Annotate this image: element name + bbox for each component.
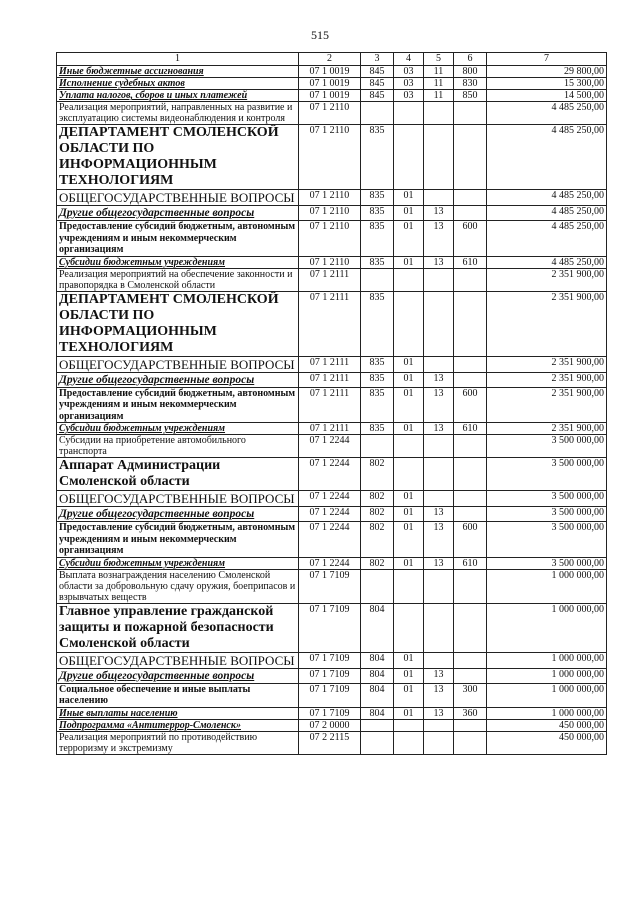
program-code-cell: 07 1 2110 [299,125,361,190]
expense-type-code-cell: 600 [454,221,487,257]
amount-cell: 1 000 000,00 [487,569,607,603]
section-code-cell: 01 [394,423,424,435]
section-code-cell [394,435,424,458]
table-row [57,256,607,268]
expense-type-code-cell [454,652,487,668]
row-name-cell: Аппарат Администрации Смоленской области [57,458,299,491]
subsection-code-cell: 13 [424,372,454,387]
program-code-cell: 07 1 2110 [299,221,361,257]
column-header: 2 [299,53,361,66]
department-code-cell: 835 [361,190,394,206]
program-code-cell: 07 1 7109 [299,707,361,719]
department-code-cell: 802 [361,458,394,491]
subsection-code-cell: 13 [424,522,454,558]
program-code-cell: 07 1 2244 [299,458,361,491]
amount-cell: 2 351 900,00 [487,356,607,372]
subsection-code-cell [424,603,454,652]
subsection-code-cell [424,491,454,507]
amount-cell: 1 000 000,00 [487,683,607,707]
expense-type-code-cell [454,268,487,291]
section-code-cell [394,268,424,291]
expense-type-code-cell [454,291,487,356]
row-name-cell: ОБЩЕГОСУДАРСТВЕННЫЕ ВОПРОСЫ [57,652,299,668]
expense-type-code-cell [454,731,487,754]
expense-type-code-cell: 610 [454,423,487,435]
subsection-code-cell: 13 [424,557,454,569]
page-number: 515 [311,28,329,42]
department-code-cell: 804 [361,683,394,707]
section-code-cell: 01 [394,557,424,569]
table-row [57,435,607,458]
department-code-cell: 835 [361,291,394,356]
subsection-code-cell [424,102,454,125]
department-code-cell: 804 [361,652,394,668]
row-name-cell: Субсидии бюджетным учреждениям [57,557,299,569]
expense-type-code-cell: 610 [454,557,487,569]
table-row [57,557,607,569]
expense-type-code-cell [454,206,487,221]
row-name-cell: Предоставление субсидий бюджетным, автономным учреждениям и иным некоммерческим организациям [57,387,299,423]
amount-cell: 29 800,00 [487,66,607,78]
row-name-cell: Субсидии бюджетным учреждениям [57,423,299,435]
row-name-cell: Предоставление субсидий бюджетным, автономным учреждениям и иным некоммерческим организациям [57,522,299,558]
column-header: 4 [394,53,424,66]
amount-cell: 2 351 900,00 [487,387,607,423]
department-code-cell [361,268,394,291]
table-row [57,719,607,731]
row-name-cell: ДЕПАРТАМЕНТ СМОЛЕНСКОЙ ОБЛАСТИ ПО ИНФОРМАЦИОННЫМ ТЕХНОЛОГИЯМ [57,125,299,190]
program-code-cell: 07 1 2244 [299,491,361,507]
subsection-code-cell: 13 [424,221,454,257]
subsection-code-cell: 13 [424,683,454,707]
section-code-cell: 01 [394,190,424,206]
row-name-cell: Главное управление гражданской защиты и пожарной безопасности Смоленской области [57,603,299,652]
table-row [57,206,607,221]
department-code-cell: 802 [361,507,394,522]
row-name-cell: Предоставление субсидий бюджетным, автономным учреждениям и иным некоммерческим организациям [57,221,299,257]
row-name-cell: Другие общегосударственные вопросы [57,668,299,683]
row-name-cell: Уплата налогов, сборов и иных платежей [57,90,299,102]
department-code-cell: 835 [361,206,394,221]
expense-type-code-cell [454,507,487,522]
expense-type-code-cell [454,668,487,683]
department-code-cell [361,102,394,125]
row-name-cell: Реализация мероприятий на обеспечение законности и правопорядка в Смоленской области [57,268,299,291]
subsection-code-cell [424,652,454,668]
expense-type-code-cell: 800 [454,66,487,78]
section-code-cell: 01 [394,652,424,668]
section-code-cell [394,731,424,754]
section-code-cell [394,291,424,356]
program-code-cell: 07 1 0019 [299,90,361,102]
subsection-code-cell [424,719,454,731]
expense-type-code-cell [454,458,487,491]
section-code-cell [394,719,424,731]
row-name-cell: ОБЩЕГОСУДАРСТВЕННЫЕ ВОПРОСЫ [57,356,299,372]
table-row [57,66,607,78]
department-code-cell: 845 [361,90,394,102]
row-name-cell: Выплата вознаграждения населению Смоленской области за добровольную сдачу оружия, боеприпасов и взрывчатых веществ [57,569,299,603]
amount-cell: 3 500 000,00 [487,507,607,522]
amount-cell: 3 500 000,00 [487,522,607,558]
program-code-cell: 07 1 2244 [299,522,361,558]
amount-cell: 450 000,00 [487,731,607,754]
section-code-cell: 01 [394,387,424,423]
department-code-cell: 835 [361,356,394,372]
amount-cell: 3 500 000,00 [487,458,607,491]
table-row [57,652,607,668]
table-row [57,668,607,683]
program-code-cell: 07 1 7109 [299,668,361,683]
expense-type-code-cell: 830 [454,78,487,90]
program-code-cell: 07 1 2111 [299,291,361,356]
program-code-cell: 07 1 2244 [299,557,361,569]
table-row [57,458,607,491]
budget-table [56,52,607,755]
section-code-cell: 01 [394,507,424,522]
program-code-cell: 07 1 2110 [299,206,361,221]
program-code-cell: 07 1 2111 [299,372,361,387]
expense-type-code-cell: 360 [454,707,487,719]
department-code-cell: 835 [361,372,394,387]
row-name-cell: Реализация мероприятий, направленных на развитие и эксплуатацию системы видеонаблюдения и контроля [57,102,299,125]
column-header: 3 [361,53,394,66]
expense-type-code-cell [454,190,487,206]
table-row [57,221,607,257]
subsection-code-cell [424,125,454,190]
row-name-cell: Иные бюджетные ассигнования [57,66,299,78]
department-code-cell [361,569,394,603]
table-row [57,423,607,435]
amount-cell: 2 351 900,00 [487,291,607,356]
department-code-cell: 835 [361,221,394,257]
table-row [57,291,607,356]
program-code-cell: 07 1 7109 [299,652,361,668]
table-row [57,731,607,754]
row-name-cell: Другие общегосударственные вопросы [57,372,299,387]
row-name-cell: ОБЩЕГОСУДАРСТВЕННЫЕ ВОПРОСЫ [57,190,299,206]
subsection-code-cell: 13 [424,707,454,719]
department-code-cell: 835 [361,387,394,423]
department-code-cell: 845 [361,66,394,78]
program-code-cell: 07 1 2111 [299,356,361,372]
department-code-cell [361,435,394,458]
program-code-cell: 07 1 2110 [299,256,361,268]
program-code-cell: 07 1 2111 [299,387,361,423]
expense-type-code-cell [454,356,487,372]
subsection-code-cell: 13 [424,387,454,423]
column-header: 7 [487,53,607,66]
subsection-code-cell [424,435,454,458]
subsection-code-cell: 11 [424,90,454,102]
section-code-cell: 03 [394,66,424,78]
amount-cell: 2 351 900,00 [487,268,607,291]
amount-cell: 3 500 000,00 [487,491,607,507]
amount-cell: 4 485 250,00 [487,206,607,221]
table-row [57,190,607,206]
department-code-cell: 802 [361,491,394,507]
expense-type-code-cell [454,372,487,387]
expense-type-code-cell: 600 [454,387,487,423]
table-row [57,125,607,190]
row-name-cell: ОБЩЕГОСУДАРСТВЕННЫЕ ВОПРОСЫ [57,491,299,507]
program-code-cell: 07 1 0019 [299,78,361,90]
table-row [57,683,607,707]
subsection-code-cell [424,190,454,206]
row-name-cell: ДЕПАРТАМЕНТ СМОЛЕНСКОЙ ОБЛАСТИ ПО ИНФОРМАЦИОННЫМ ТЕХНОЛОГИЯМ [57,291,299,356]
program-code-cell: 07 2 2115 [299,731,361,754]
section-code-cell: 01 [394,707,424,719]
row-name-cell: Субсидии на приобретение автомобильного транспорта [57,435,299,458]
expense-type-code-cell [454,569,487,603]
table-row [57,522,607,558]
table-row [57,707,607,719]
row-name-cell: Реализация мероприятий по противодействию терроризму и экстремизму [57,731,299,754]
budget-body [57,66,607,755]
subsection-code-cell [424,569,454,603]
program-code-cell: 07 1 2244 [299,507,361,522]
table-row [57,507,607,522]
expense-type-code-cell: 600 [454,522,487,558]
row-name-cell: Исполнение судебных актов [57,78,299,90]
amount-cell: 14 500,00 [487,90,607,102]
subsection-code-cell: 13 [424,507,454,522]
section-code-cell: 01 [394,356,424,372]
amount-cell: 4 485 250,00 [487,221,607,257]
section-code-cell: 01 [394,522,424,558]
section-code-cell: 03 [394,90,424,102]
amount-cell: 2 351 900,00 [487,372,607,387]
program-code-cell: 07 1 7109 [299,603,361,652]
department-code-cell: 804 [361,707,394,719]
expense-type-code-cell [454,125,487,190]
expense-type-code-cell: 300 [454,683,487,707]
subsection-code-cell: 11 [424,78,454,90]
expense-type-code-cell [454,719,487,731]
row-name-cell: Другие общегосударственные вопросы [57,206,299,221]
row-name-cell: Социальное обеспечение и иные выплаты населению [57,683,299,707]
expense-type-code-cell [454,435,487,458]
table-row [57,268,607,291]
subsection-code-cell: 13 [424,256,454,268]
amount-cell: 450 000,00 [487,719,607,731]
expense-type-code-cell: 850 [454,90,487,102]
program-code-cell: 07 1 2110 [299,190,361,206]
program-code-cell: 07 1 0019 [299,66,361,78]
amount-cell: 4 485 250,00 [487,102,607,125]
subsection-code-cell [424,268,454,291]
subsection-code-cell [424,731,454,754]
section-code-cell: 01 [394,256,424,268]
department-code-cell: 804 [361,603,394,652]
section-code-cell [394,603,424,652]
program-code-cell: 07 2 0000 [299,719,361,731]
department-code-cell: 802 [361,557,394,569]
column-header: 5 [424,53,454,66]
table-row [57,78,607,90]
expense-type-code-cell [454,102,487,125]
program-code-cell: 07 1 7109 [299,683,361,707]
row-name-cell: Подпрограмма «Антитеррор-Смоленск» [57,719,299,731]
section-code-cell: 01 [394,206,424,221]
subsection-code-cell: 11 [424,66,454,78]
table-row [57,372,607,387]
section-code-cell: 01 [394,491,424,507]
amount-cell: 1 000 000,00 [487,652,607,668]
section-code-cell: 03 [394,78,424,90]
column-header: 1 [57,53,299,66]
subsection-code-cell: 13 [424,423,454,435]
program-code-cell: 07 1 2110 [299,102,361,125]
amount-cell: 4 485 250,00 [487,125,607,190]
department-code-cell [361,731,394,754]
department-code-cell: 835 [361,125,394,190]
section-code-cell: 01 [394,221,424,257]
section-code-cell: 01 [394,372,424,387]
department-code-cell: 835 [361,423,394,435]
table-row [57,569,607,603]
amount-cell: 1 000 000,00 [487,707,607,719]
expense-type-code-cell [454,491,487,507]
table-row [57,491,607,507]
amount-cell: 1 000 000,00 [487,603,607,652]
department-code-cell [361,719,394,731]
program-code-cell: 07 1 2111 [299,268,361,291]
section-code-cell [394,102,424,125]
department-code-cell: 802 [361,522,394,558]
department-code-cell: 804 [361,668,394,683]
table-row [57,603,607,652]
row-name-cell: Другие общегосударственные вопросы [57,507,299,522]
amount-cell: 1 000 000,00 [487,668,607,683]
subsection-code-cell: 13 [424,206,454,221]
department-code-cell: 835 [361,256,394,268]
section-code-cell: 01 [394,683,424,707]
subsection-code-cell: 13 [424,668,454,683]
amount-cell: 4 485 250,00 [487,256,607,268]
department-code-cell: 845 [361,78,394,90]
amount-cell: 15 300,00 [487,78,607,90]
column-header: 6 [454,53,487,66]
row-name-cell: Иные выплаты населению [57,707,299,719]
section-code-cell: 01 [394,668,424,683]
amount-cell: 3 500 000,00 [487,557,607,569]
section-code-cell [394,125,424,190]
amount-cell: 3 500 000,00 [487,435,607,458]
section-code-cell [394,569,424,603]
program-code-cell: 07 1 2111 [299,423,361,435]
row-name-cell: Субсидии бюджетным учреждениям [57,256,299,268]
table-row [57,90,607,102]
subsection-code-cell [424,356,454,372]
expense-type-code-cell [454,603,487,652]
program-code-cell: 07 1 2244 [299,435,361,458]
table-row [57,102,607,125]
table-row [57,356,607,372]
expense-type-code-cell: 610 [454,256,487,268]
header-row [57,53,607,66]
amount-cell: 2 351 900,00 [487,423,607,435]
program-code-cell: 07 1 7109 [299,569,361,603]
subsection-code-cell [424,291,454,356]
amount-cell: 4 485 250,00 [487,190,607,206]
subsection-code-cell [424,458,454,491]
section-code-cell [394,458,424,491]
table-row [57,387,607,423]
